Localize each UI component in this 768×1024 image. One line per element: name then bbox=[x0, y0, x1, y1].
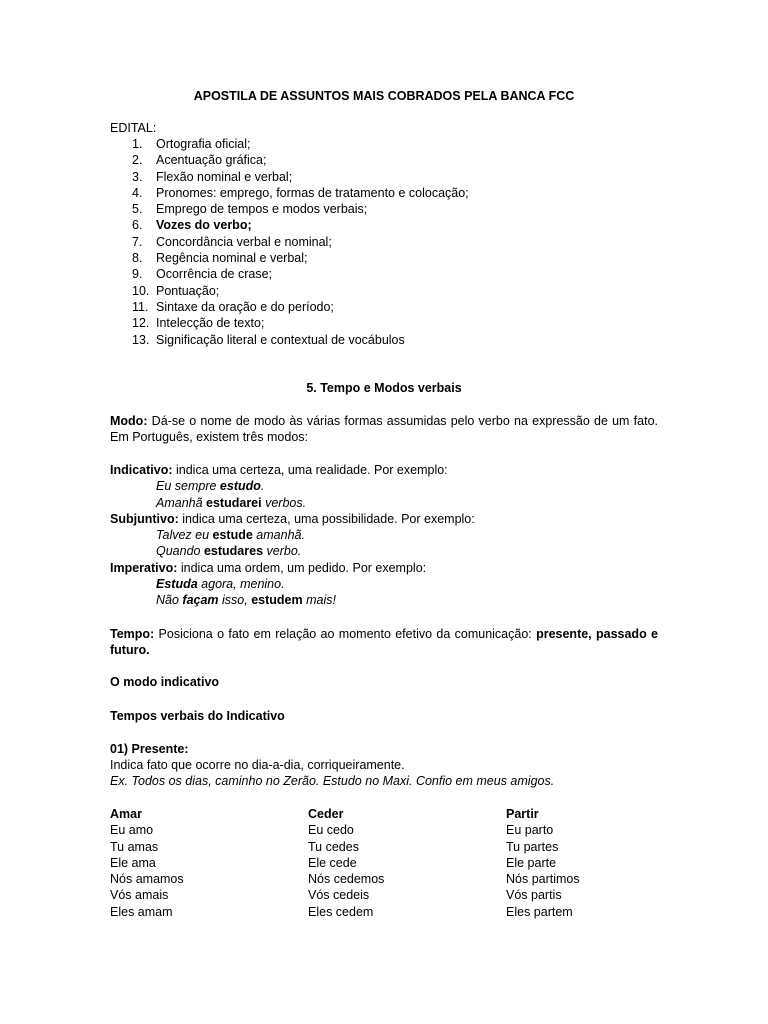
indicativo-text: indica uma certeza, uma realidade. Por exemplo: bbox=[172, 463, 448, 477]
subjuntivo-text: indica uma certeza, uma possibilidade. Por exemplo: bbox=[178, 512, 475, 526]
list-item bbox=[110, 136, 469, 152]
example-text: Talvez eu bbox=[156, 528, 213, 542]
list-item-number: 5. bbox=[132, 202, 143, 217]
example-verb: façam bbox=[182, 593, 219, 607]
verb-form: Tu amas bbox=[110, 839, 159, 854]
example-verb: estudo bbox=[219, 479, 261, 493]
list-item-text: Flexão nominal e verbal; bbox=[156, 169, 293, 184]
list-item bbox=[110, 332, 469, 348]
verb-form: Tu cedes bbox=[308, 839, 359, 854]
example-verb: estudares bbox=[203, 544, 264, 558]
indicativo-label: Indicativo: bbox=[110, 463, 173, 477]
list-item-text: Intelecção de texto; bbox=[156, 316, 265, 331]
subjuntivo-example-2 bbox=[156, 543, 301, 559]
verb-form: Vós partis bbox=[506, 888, 562, 903]
verb-form: Eu cedo bbox=[308, 823, 354, 838]
tempo-bold-tail: presente, passado e futuro. bbox=[110, 627, 658, 658]
list-item-text: Acentuação gráfica; bbox=[156, 153, 267, 168]
example-text: verbo. bbox=[263, 544, 302, 558]
tempo-label: Tempo: bbox=[110, 627, 155, 641]
verb-heading: Ceder bbox=[308, 807, 344, 821]
imperativo-text: indica uma ordem, um pedido. Por exemplo: bbox=[177, 561, 427, 575]
verb-form: Nós partimos bbox=[506, 872, 580, 887]
modo-paragraph bbox=[110, 413, 658, 446]
example-text: . bbox=[260, 479, 265, 493]
example-verb: estudarei bbox=[206, 496, 262, 510]
presente-heading: 01) Presente: bbox=[110, 742, 189, 756]
example-text: Amanhã bbox=[156, 496, 207, 510]
list-item-text: Pontuação; bbox=[156, 283, 220, 298]
list-item-number: 7. bbox=[132, 234, 143, 249]
indicativo-example-2 bbox=[156, 495, 306, 511]
verb-heading: Partir bbox=[506, 807, 539, 821]
conjugation-column-partir bbox=[506, 806, 580, 920]
list-item-number: 11. bbox=[132, 299, 149, 314]
list-item-text: Regência nominal e verbal; bbox=[156, 251, 308, 266]
list-item-text: Ortografia oficial; bbox=[156, 137, 251, 151]
example-text: mais! bbox=[302, 593, 336, 607]
imperativo-example-2 bbox=[156, 592, 336, 608]
list-item-number: 13. bbox=[132, 332, 150, 347]
list-item-number: 4. bbox=[132, 185, 143, 200]
verb-form: Ele cede bbox=[308, 855, 357, 870]
list-item-text: Ocorrência de crase; bbox=[156, 267, 273, 282]
edital-list bbox=[110, 136, 469, 348]
imperativo-example-1 bbox=[156, 576, 285, 592]
verb-form: Eles cedem bbox=[308, 904, 374, 919]
tempos-indicativo-heading: Tempos verbais do Indicativo bbox=[110, 709, 285, 723]
verb-form: Vós cedeis bbox=[308, 888, 370, 903]
example-verb: Estuda bbox=[156, 577, 198, 591]
list-item-text: Sintaxe da oração e do período; bbox=[156, 299, 334, 314]
presente-example: Ex. Todos os dias, caminho no Zerão. Estudo no Maxi. Confio em meus amigos. bbox=[110, 774, 555, 788]
imperativo-label: Imperativo: bbox=[110, 561, 178, 575]
document-title: APOSTILA DE ASSUNTOS MAIS COBRADOS PELA BANCA FCC bbox=[193, 89, 575, 103]
list-item-text: Pronomes: emprego, formas de tratamento e colocação; bbox=[156, 185, 469, 200]
list-item-text: Significação literal e contextual de vocábulos bbox=[156, 332, 405, 347]
conjugation-column-amar bbox=[110, 806, 184, 920]
list-item bbox=[110, 169, 469, 185]
example-text: Não bbox=[156, 593, 183, 607]
list-item-number: 10. bbox=[132, 283, 150, 298]
list-item-text: Concordância verbal e nominal; bbox=[156, 234, 332, 249]
list-item bbox=[110, 217, 469, 233]
example-text: Eu sempre bbox=[156, 479, 220, 493]
example-text: agora, menino. bbox=[197, 577, 285, 591]
section-title: 5. Tempo e Modos verbais bbox=[306, 381, 462, 395]
verb-form: Vós amais bbox=[110, 888, 169, 903]
list-item-number: 8. bbox=[132, 251, 143, 266]
list-item bbox=[110, 185, 469, 201]
list-item bbox=[110, 201, 469, 217]
subjuntivo-label: Subjuntivo: bbox=[110, 512, 179, 526]
example-verb: estude bbox=[212, 528, 253, 542]
example-text: isso, bbox=[218, 593, 252, 607]
list-item-number: 6. bbox=[132, 218, 143, 233]
list-item-number: 9. bbox=[132, 267, 143, 282]
modo-label: Modo: bbox=[110, 414, 148, 428]
verb-form: Nós cedemos bbox=[308, 872, 385, 887]
example-text: Quando bbox=[156, 544, 204, 558]
modo-text: Dá-se o nome de modo às várias formas assumidas pelo verbo na expressão de um fato. Em Português, existem três modos: bbox=[110, 414, 658, 445]
list-item-number: 2. bbox=[132, 153, 143, 168]
subjuntivo-line bbox=[110, 511, 475, 527]
list-item-text: Vozes do verbo; bbox=[156, 218, 252, 233]
verb-form: Eu amo bbox=[110, 823, 154, 838]
indicativo-line bbox=[110, 462, 448, 478]
subjuntivo-example-1 bbox=[156, 527, 305, 543]
imperativo-line bbox=[110, 560, 426, 576]
indicativo-example-1 bbox=[156, 478, 264, 494]
verb-form: Nós amamos bbox=[110, 872, 184, 887]
verb-form: Tu partes bbox=[506, 839, 559, 854]
verb-form: Ele parte bbox=[506, 855, 557, 870]
list-item bbox=[110, 266, 469, 282]
list-item bbox=[110, 283, 469, 299]
verb-form: Eu parto bbox=[506, 823, 554, 838]
list-item-number: 12. bbox=[132, 316, 150, 331]
example-text: verbos. bbox=[261, 496, 307, 510]
list-item-number: 1. bbox=[132, 137, 143, 151]
list-item bbox=[110, 152, 469, 168]
modo-indicativo-heading: O modo indicativo bbox=[110, 675, 220, 689]
list-item bbox=[110, 315, 469, 331]
verb-form: Eles amam bbox=[110, 904, 173, 919]
tempo-text: Posiciona o fato em relação ao momento efetivo da comunicação: bbox=[154, 627, 537, 641]
conjugation-column-ceder bbox=[308, 806, 384, 920]
verb-form: Eles partem bbox=[506, 904, 573, 919]
edital-label: EDITAL: bbox=[110, 121, 157, 135]
list-item-number: 3. bbox=[132, 169, 143, 184]
example-text: amanhã. bbox=[252, 528, 305, 542]
list-item bbox=[110, 234, 469, 250]
list-item bbox=[110, 299, 469, 315]
list-item bbox=[110, 250, 469, 266]
verb-heading: Amar bbox=[110, 807, 142, 821]
presente-description: Indica fato que ocorre no dia-a-dia, corriqueiramente. bbox=[110, 758, 405, 772]
verb-form: Ele ama bbox=[110, 855, 156, 870]
list-item-text: Emprego de tempos e modos verbais; bbox=[156, 202, 368, 217]
tempo-paragraph bbox=[110, 626, 658, 659]
example-verb: estudem bbox=[251, 593, 303, 607]
